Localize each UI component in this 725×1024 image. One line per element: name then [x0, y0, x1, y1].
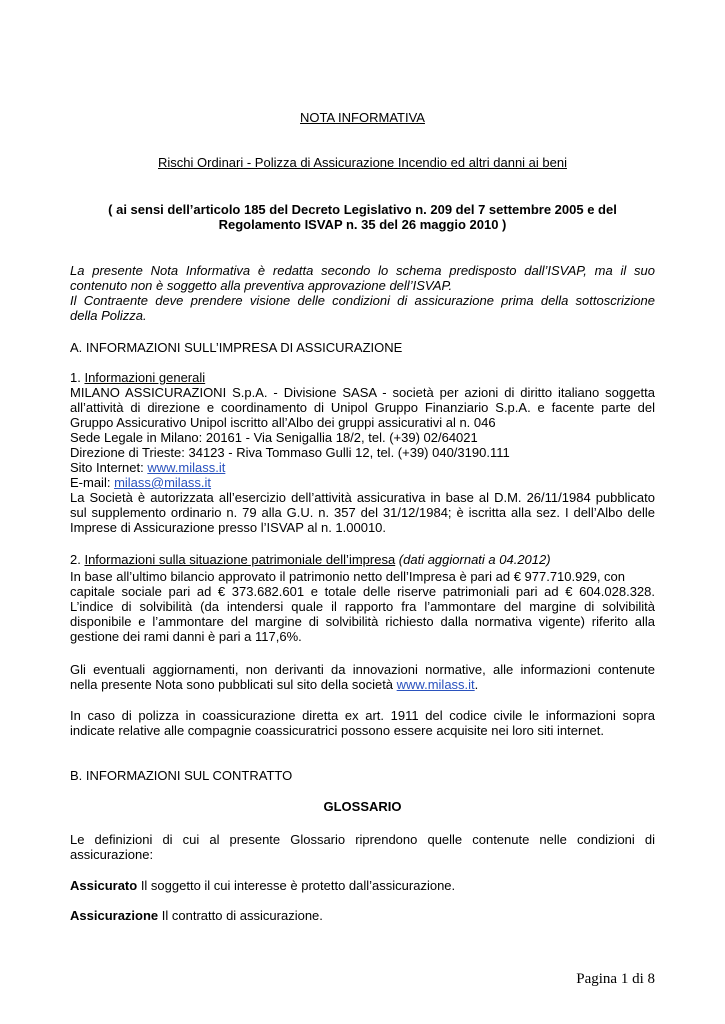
glossary-intro-line-2: assicurazione:: [70, 847, 154, 862]
patrimonial-line-1: In base all’ultimo bilancio approvato il patrimonio netto dell’Impresa è pari ad € 977.710.929, con: [70, 569, 626, 584]
company-line-1: MILANO ASSICURAZIONI S.p.A. - Divisione SASA - società per azioni di diritto italiano soggetta: [70, 385, 655, 400]
updates-paragraph: [70, 662, 655, 692]
patrimonial-line-3: L’indice di solvibilità (da intendersi quale il rapporto fra l’ammontare del margine di solvibilità: [70, 599, 655, 614]
company-info: [70, 385, 655, 535]
section-a-heading: A. INFORMAZIONI SULL’IMPRESA DI ASSICURAZIONE: [70, 340, 403, 355]
patrimonial-paragraph: [70, 569, 655, 644]
updates-line-2-end: .: [474, 677, 479, 692]
authorization-line-3: Imprese di Assicurazione presso l’ISVAP al n. 1.00010.: [70, 520, 387, 535]
item-2-title: Informazioni sulla situazione patrimoniale dell’impresa: [84, 552, 396, 567]
item-2-number: 2.: [70, 552, 85, 567]
patrimonial-line-2: capitale sociale pari ad € 373.682.601 e totale delle riserve patrimoniali pari ad € 604.028.328.: [70, 584, 655, 599]
glossary-intro: [70, 832, 655, 862]
email-link[interactable]: milass@milass.it: [114, 475, 212, 490]
item-1-title: Informazioni generali: [84, 370, 206, 385]
definition-assicurazione: [70, 908, 655, 923]
document-title: NOTA INFORMATIVA: [300, 110, 425, 125]
patrimonial-line-5: gestione dei rami danni è pari a 117,6%.: [70, 629, 302, 644]
definition-term: Assicurato: [70, 878, 138, 893]
definition-text: Il contratto di assicurazione.: [158, 908, 323, 923]
sede-legale: Sede Legale in Milano: 20161 - Via Senigallia 18/2, tel. (+39) 02/64021: [70, 430, 478, 445]
authorization-line-1: La Società è autorizzata all’esercizio dell’attività assicurativa in base al D.M. 26/11/1984 pubblicato: [70, 490, 655, 505]
glossary-intro-line-1: Le definizioni di cui al presente Glossario riprendono quelle contenute nelle condizioni di: [70, 832, 655, 847]
intro-line-1: La presente Nota Informativa è redatta secondo lo schema predisposto dall’ISVAP, ma il suo: [70, 263, 655, 278]
intro-line-4: della Polizza.: [70, 308, 147, 323]
email-label: E-mail:: [70, 475, 115, 490]
item-2-heading: [70, 552, 655, 567]
authorization-line-2: sul supplemento ordinario n. 79 alla G.U. n. 357 del 31/12/1984; è iscritta alla sez. I dell’Albo delle: [70, 505, 655, 520]
legal-reference-line-1: ( ai sensi dell’articolo 185 del Decreto Legislativo n. 209 del 7 settembre 2005 e del: [108, 202, 617, 217]
document-subtitle: Rischi Ordinari - Polizza di Assicurazione Incendio ed altri danni ai beni: [158, 155, 567, 170]
direzione: Direzione di Trieste: 34123 - Riva Tommaso Gulli 12, tel. (+39) 040/3190.111: [70, 445, 510, 460]
definition-text: Il soggetto il cui interesse è protetto dall’assicurazione.: [137, 878, 456, 893]
updates-line-1: Gli eventuali aggiornamenti, non derivanti da innovazioni normative, alle informazioni contenute: [70, 662, 655, 677]
coassurance-line-2: indicate relative alle compagnie coassicuratrici possono essere acquisite nei loro siti internet.: [70, 723, 604, 738]
glossary-title: GLOSSARIO: [323, 799, 402, 814]
patrimonial-line-4: disponibile e l’ammontare del margine di solvibilità richiesto dalla normativa vigente) riferito alla: [70, 614, 655, 629]
section-b-heading: B. INFORMAZIONI SUL CONTRATTO: [70, 768, 293, 783]
website-link[interactable]: www.milass.it: [147, 460, 226, 475]
intro-line-2: contenuto non è soggetto alla preventiva approvazione dell’ISVAP.: [70, 278, 453, 293]
website-row: [70, 460, 655, 475]
company-line-3: Gruppo Assicurativo Unipol iscritto all’Albo dei gruppi assicurativi al n. 046: [70, 415, 496, 430]
email-row: [70, 475, 655, 490]
item-2-note: (dati aggiornati a 04.2012): [395, 552, 551, 567]
item-1-number: 1.: [70, 370, 85, 385]
legal-reference: [70, 202, 655, 232]
coassurance-paragraph: [70, 708, 655, 738]
updates-line-2: [70, 677, 655, 692]
definition-assicurato: [70, 878, 655, 893]
company-line-2: all’attività di direzione e coordinamento di Unipol Gruppo Finanziario S.p.A. e facente parte del: [70, 400, 655, 415]
updates-website-link[interactable]: www.milass.it: [396, 677, 475, 692]
intro-line-3: Il Contraente deve prendere visione delle condizioni di assicurazione prima della sottoscrizione: [70, 293, 655, 308]
item-1-heading: [70, 370, 655, 385]
intro-paragraph: [70, 263, 655, 323]
updates-line-2-text: nella presente Nota sono pubblicati sul sito della società: [70, 677, 397, 692]
website-label: Sito Internet:: [70, 460, 148, 475]
definition-term: Assicurazione: [70, 908, 159, 923]
coassurance-line-1: In caso di polizza in coassicurazione diretta ex art. 1911 del codice civile le informazioni sopra: [70, 708, 655, 723]
page-number: Pagina 1 di 8: [576, 971, 655, 987]
legal-reference-line-2: Regolamento ISVAP n. 35 del 26 maggio 2010 ): [218, 217, 507, 232]
